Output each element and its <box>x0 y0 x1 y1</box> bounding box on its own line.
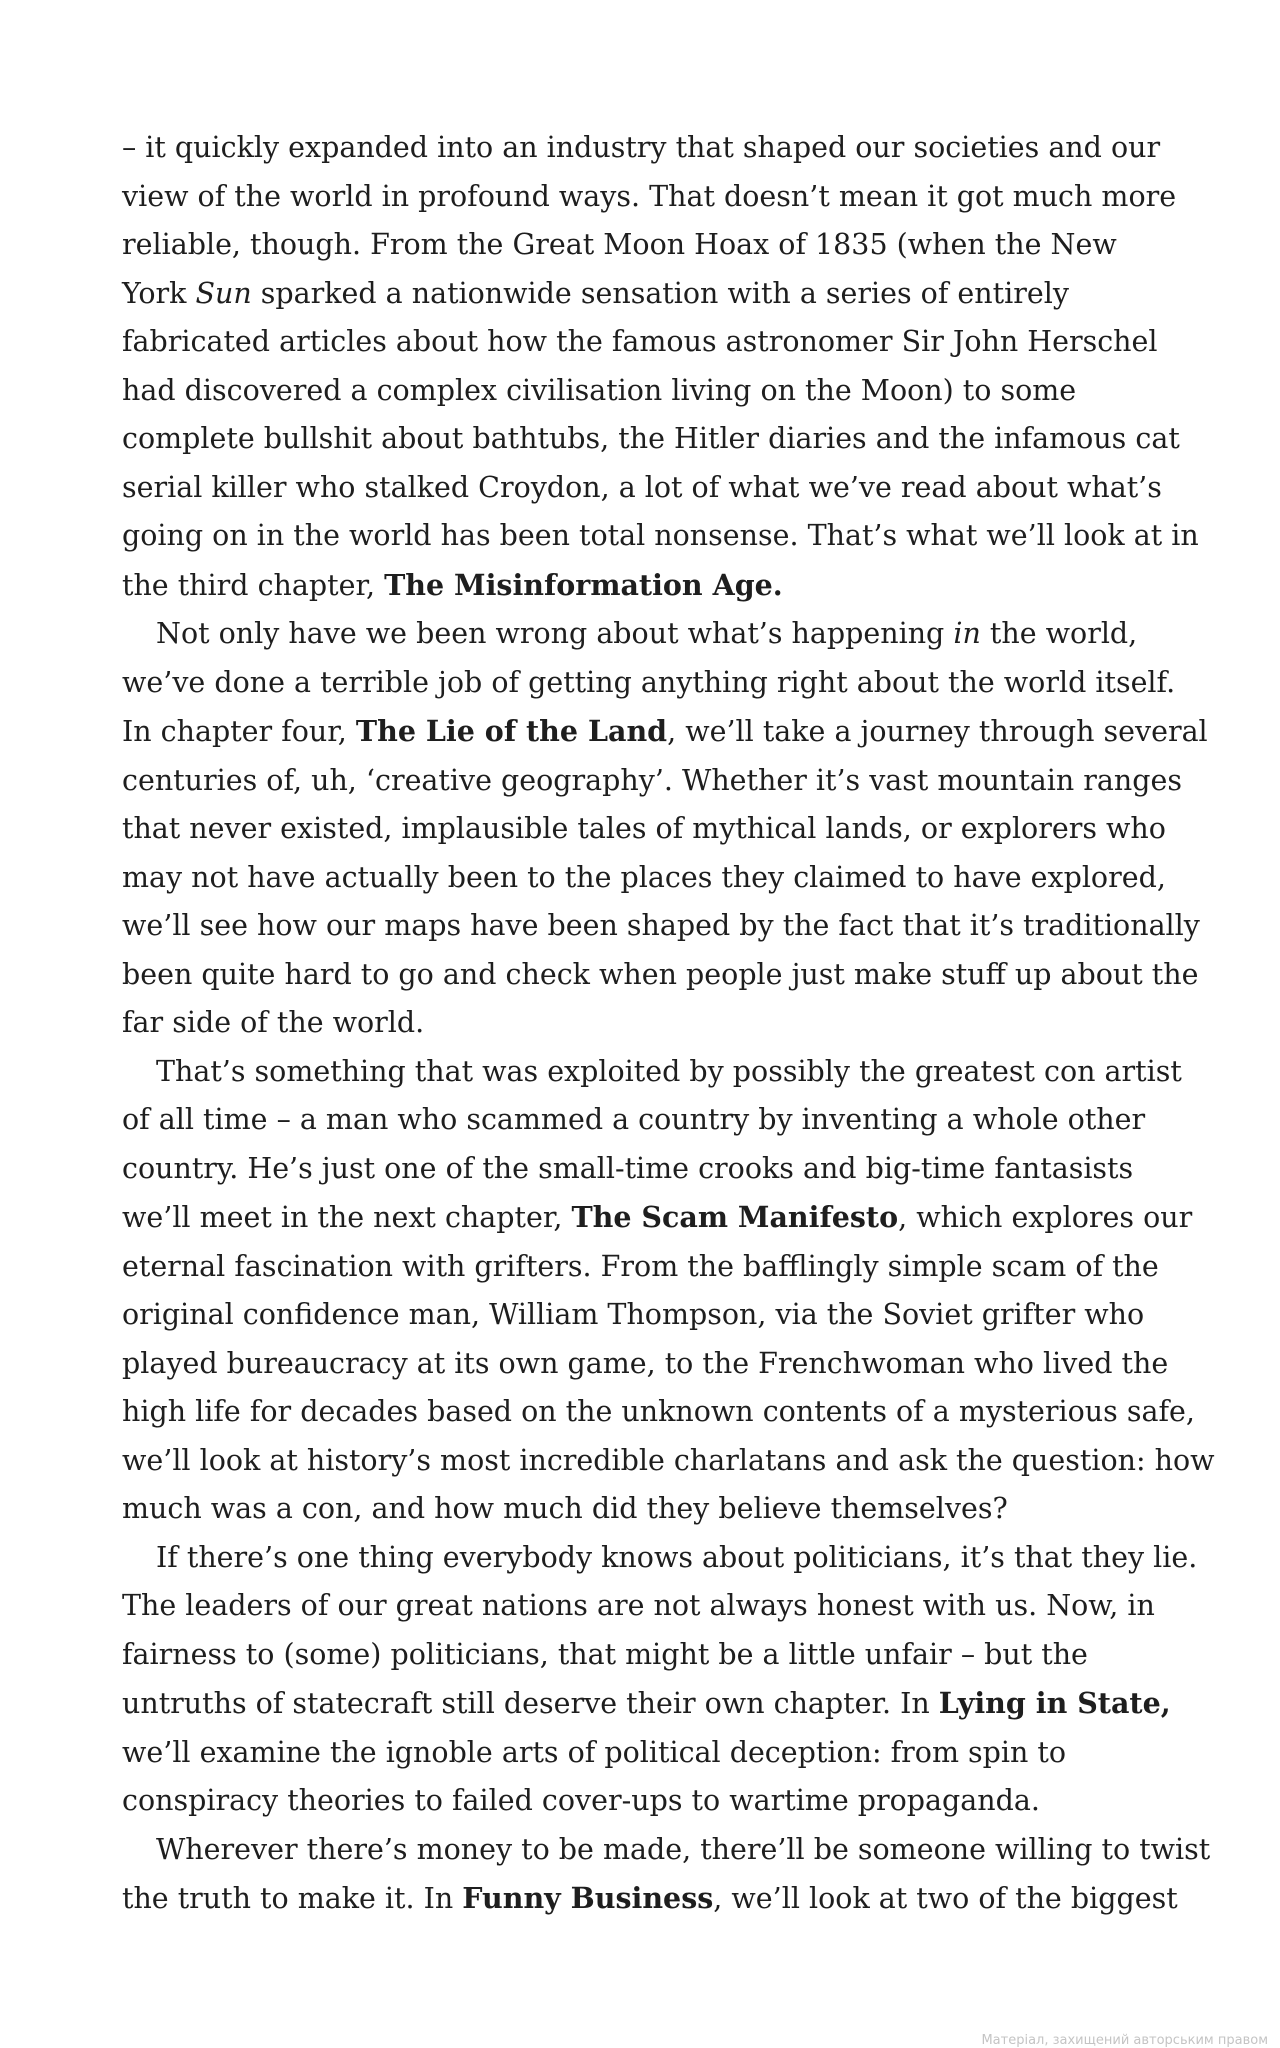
paragraph-4 <box>122 1534 1198 1826</box>
text-line <box>122 561 1172 611</box>
text-line: If there’s one thing everybody knows about politicians, it’s that they lie. <box>156 1540 1198 1574</box>
text-run: we’ll meet in the next chapter, <box>122 1201 572 1234</box>
text-line: we’ll look at history’s most incredible charlatans and ask the question: how <box>122 1443 1215 1477</box>
chapter-title-scam-manifesto: The Scam Manifesto <box>571 1200 899 1234</box>
text-run: the truth to make it. In <box>122 1882 463 1915</box>
paragraph-5 <box>122 1826 1211 1924</box>
text-run: , we’ll look at two of the biggest <box>713 1882 1178 1915</box>
text-run: the world, <box>980 617 1138 650</box>
text-line: had discovered a complex civilisation living on the Moon) to some <box>122 373 1077 407</box>
text-run: Not only have we been wrong about what’s happening <box>156 617 954 650</box>
chapter-title-misinformation-age: The Misinformation Age. <box>384 567 783 602</box>
chapter-title-lying-in-state: Lying in State, <box>938 1686 1171 1720</box>
text-line <box>122 270 1172 319</box>
text-line: complete bullshit about bathtubs, the Hitler diaries and the infamous cat <box>122 422 1180 455</box>
text-run: the third chapter, <box>122 568 385 602</box>
text-line <box>122 1874 1178 1924</box>
text-line: we’ll examine the ignoble arts of political deception: from spin to <box>122 1735 1067 1769</box>
italic-word-in: in <box>953 617 981 650</box>
text-run: York <box>122 276 196 310</box>
chapter-title-funny-business: Funny Business <box>462 1881 714 1915</box>
text-line: centuries of, uh, ‘creative geography’. Whether it’s vast mountain ranges <box>122 763 1183 797</box>
text-line: high life for decades based on the unknown contents of a mysterious safe, <box>122 1395 1195 1428</box>
text-run: In chapter four, <box>122 715 356 748</box>
paragraph-3 <box>122 1048 1215 1534</box>
text-line: going on in the world has been total nonsense. That’s what we’ll look at in <box>122 519 1199 552</box>
text-line: been quite hard to go and check when people just make stuff up about the <box>122 957 1199 991</box>
text-line: Wherever there’s money to be made, there’ll be someone willing to twist <box>156 1832 1211 1866</box>
text-line: original confidence man, William Thompson, via the Soviet grifter who <box>122 1298 1145 1331</box>
text-run: , we’ll take a journey through several <box>667 715 1208 748</box>
text-line: fairness to (some) politicians, that might be a little unfair – but the <box>122 1637 1088 1671</box>
text-line <box>122 610 1172 659</box>
text-run: sparked a nationwide sensation with a series of entirely <box>251 276 1069 310</box>
text-line: we’ll see how our maps have been shaped by the fact that it’s traditionally <box>122 909 1200 942</box>
text-line: conspiracy theories to failed cover-ups to wartime propaganda. <box>122 1784 1040 1817</box>
paragraph-1 <box>122 124 1199 610</box>
text-line: we’ve done a terrible job of getting anything right about the world itself. <box>122 665 1176 699</box>
text-line: country. He’s just one of the small-time crooks and big-time fantasists <box>122 1151 1134 1185</box>
text-line: The leaders of our great nations are not always honest with us. Now, in <box>122 1589 1155 1622</box>
text-run: untruths of statecraft still deserve their own chapter. In <box>122 1687 939 1720</box>
paragraph-2 <box>122 610 1208 1048</box>
text-line: much was a con, and how much did they believe themselves? <box>122 1492 1008 1525</box>
text-line: – it quickly expanded into an industry that shaped our societies and our <box>122 131 1161 164</box>
text-line: far side of the world. <box>122 1006 425 1039</box>
text-line: of all time – a man who scammed a country by inventing a whole other <box>122 1103 1146 1136</box>
text-line <box>122 1679 1172 1729</box>
text-line <box>122 1193 1193 1243</box>
chapter-title-lie-of-the-land: The Lie of the Land <box>355 714 668 748</box>
italic-title-sun: Sun <box>195 276 252 310</box>
copyright-watermark: Матеріал, захищений авторським правом <box>981 2033 1268 2048</box>
text-line: That’s something that was exploited by possibly the greatest con artist <box>156 1054 1182 1088</box>
text-run: , which explores our <box>898 1201 1193 1234</box>
text-line: view of the world in profound ways. That doesn’t mean it got much more <box>122 179 1177 213</box>
body-text <box>122 124 1215 1924</box>
text-line: that never existed, implausible tales of mythical lands, or explorers who <box>122 812 1166 845</box>
text-line: fabricated articles about how the famous astronomer Sir John Herschel <box>122 325 1158 358</box>
text-line: eternal fascination with grifters. From the bafflingly simple scam of the <box>122 1249 1159 1283</box>
text-line: may not have actually been to the places they claimed to have explored, <box>122 860 1166 894</box>
text-line: reliable, though. From the Great Moon Hoax of 1835 (when the New <box>122 228 1117 261</box>
text-line <box>122 707 1208 757</box>
text-line: played bureaucracy at its own game, to the Frenchwoman who lived the <box>122 1346 1169 1380</box>
text-line: serial killer who stalked Croydon, a lot of what we’ve read about what’s <box>122 470 1162 504</box>
